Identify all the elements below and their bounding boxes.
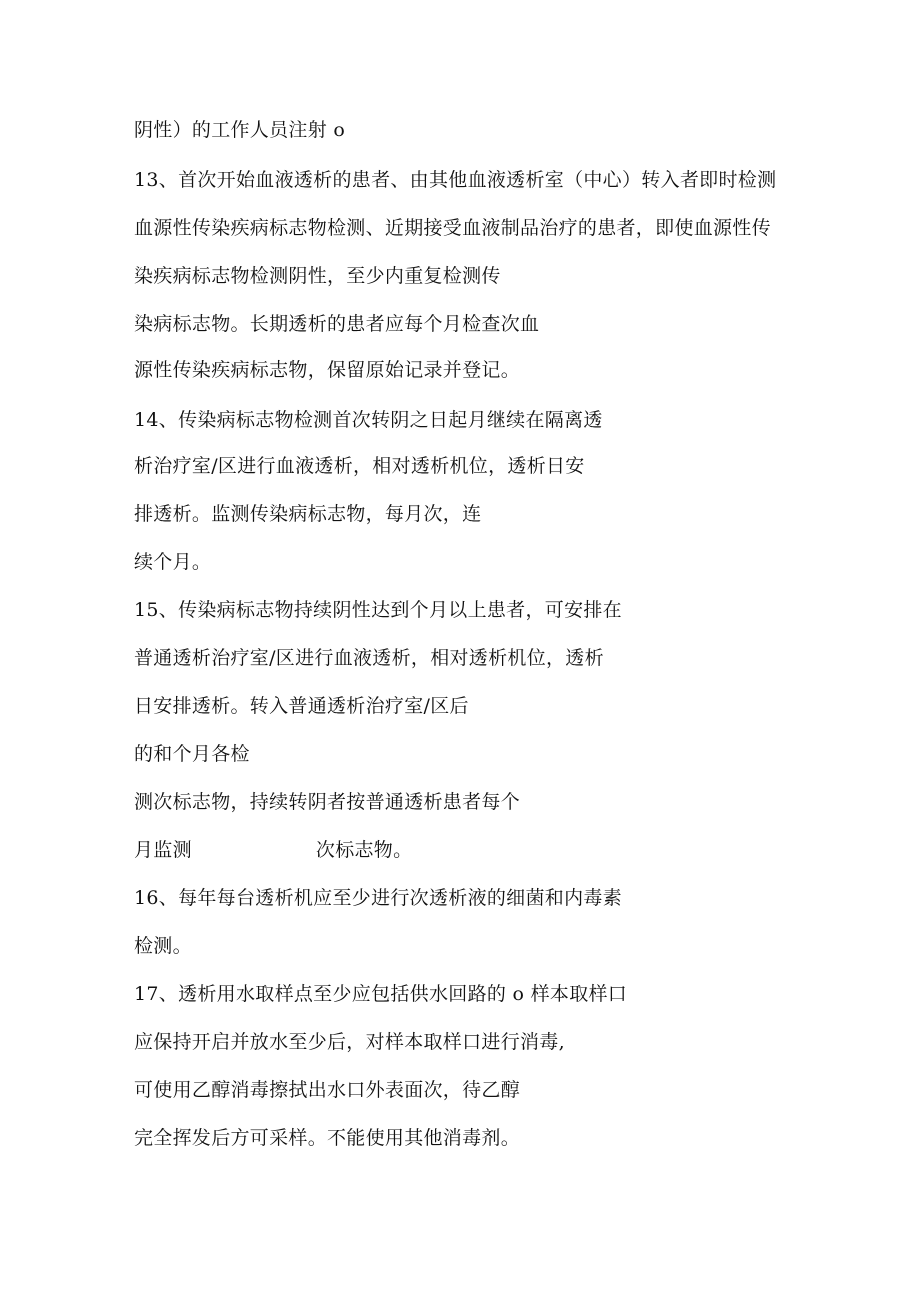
text-line-13: 日安排透析。转入普通透析治疗室/区后 <box>134 695 469 717</box>
text-line-2: 13、首次开始血液透析的患者、由其他血液透析室（中心）转入者即时检测 <box>134 169 777 191</box>
text-line-16-right: 次标志物。 <box>315 839 413 861</box>
text-line-8: 析治疗室/区进行血液透析，相对透析机位，透析日安 <box>134 455 585 477</box>
text-line-17: 16、每年每台透析机应至少进行次透析液的细菌和内毒素 <box>134 887 622 909</box>
text-line-9: 排透析。监测传染病标志物，每月次，连 <box>134 503 482 525</box>
text-line-19: 17、透析用水取样点至少应包括供水回路的 o 样本取样口 <box>134 983 628 1005</box>
text-line-7: 14、传染病标志物检测首次转阴之日起月继续在隔离透 <box>134 409 603 431</box>
text-line-21: 可使用乙醇消毒擦拭出水口外表面次，待乙醇 <box>134 1079 521 1101</box>
text-line-14: 的和个月各检 <box>134 743 250 765</box>
text-line-15: 测次标志物，持续转阴者按普通透析患者每个 <box>134 791 521 813</box>
text-line-16-left: 月监测 <box>134 839 192 861</box>
text-line-5: 染病标志物。长期透析的患者应每个月检查次血 <box>134 313 540 335</box>
text-line-12: 普通透析治疗室/区进行血液透析，相对透析机位，透析 <box>134 647 604 669</box>
text-line-6: 源性传染疾病标志物，保留原始记录并登记。 <box>134 359 521 381</box>
text-line-20: 应保持开启并放水至少后，对样本取样口进行消毒, <box>134 1031 565 1053</box>
text-line-4: 染疾病标志物检测阴性，至少内重复检测传 <box>134 265 501 287</box>
text-line-1: 阴性）的工作人员注射 o <box>134 119 346 141</box>
text-line-22: 完全挥发后方可采样。不能使用其他消毒剂。 <box>134 1127 521 1149</box>
text-line-16 <box>134 838 412 862</box>
text-line-3: 血源性传染疾病标志物检测、近期接受血液制品治疗的患者，即使血源性传 <box>134 217 771 239</box>
text-line-10: 续个月。 <box>134 551 212 573</box>
text-line-18: 检测。 <box>134 935 192 957</box>
text-line-11: 15、传染病标志物持续阴性达到个月以上患者，可安排在 <box>134 599 622 621</box>
